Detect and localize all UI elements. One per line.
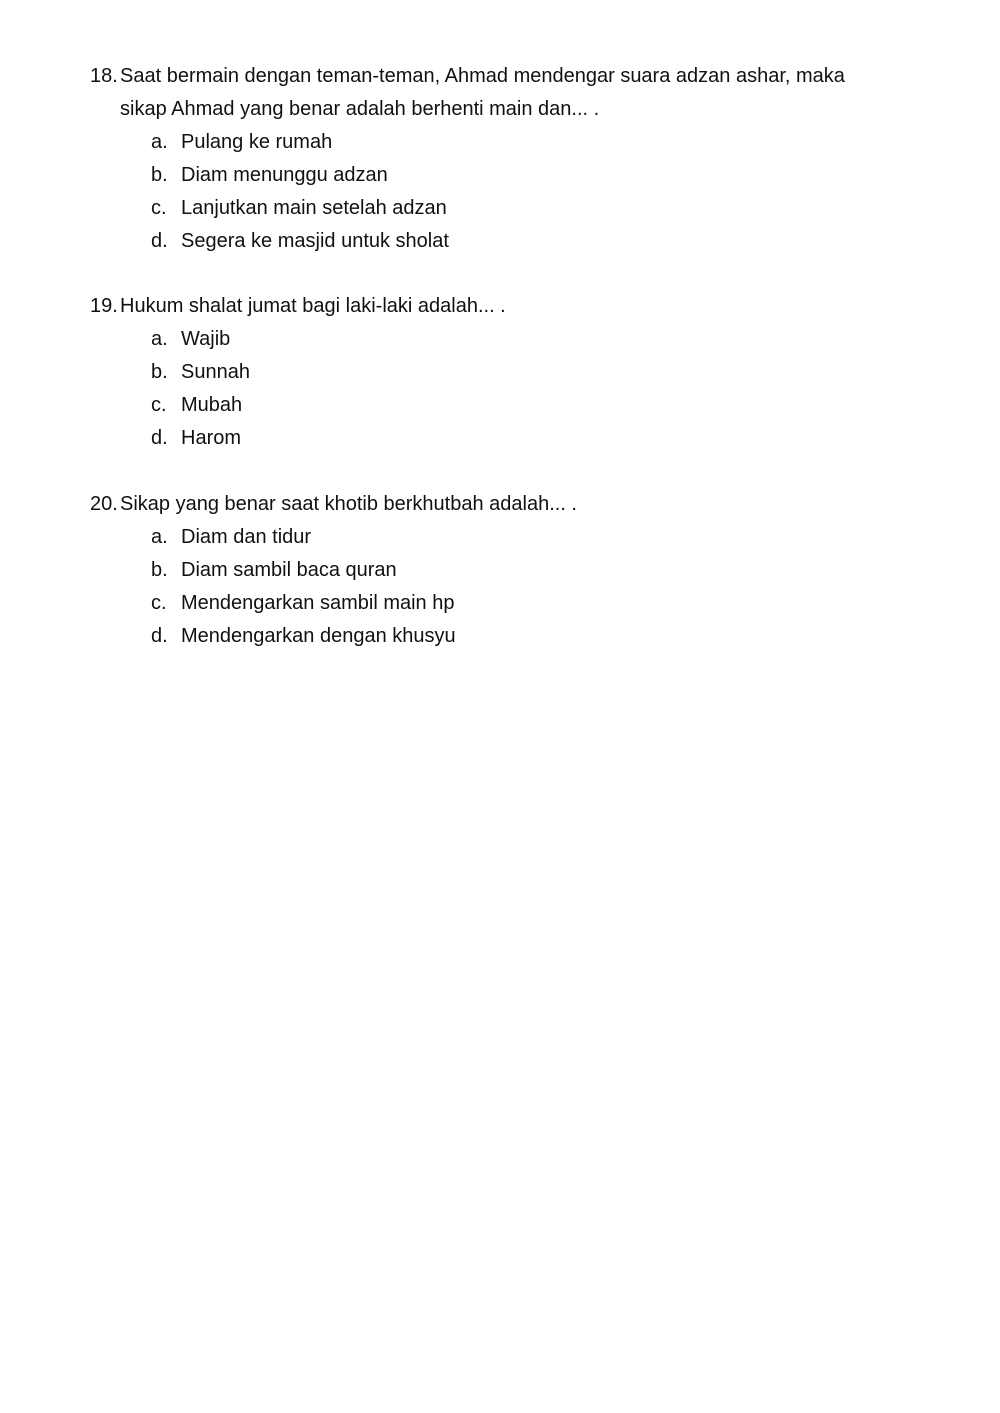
option-letter: a. bbox=[151, 526, 168, 548]
question-line: Saat bermain dengan teman-teman, Ahmad mendengar suara adzan ashar, maka bbox=[120, 65, 845, 87]
option-c[interactable] bbox=[151, 587, 920, 620]
option-list bbox=[90, 521, 920, 653]
option-d[interactable] bbox=[151, 225, 920, 258]
option-text: Mendengarkan dengan khusyu bbox=[181, 625, 456, 647]
option-text: Harom bbox=[181, 427, 242, 449]
option-text: Lanjutkan main setelah adzan bbox=[181, 197, 447, 219]
option-text: Wajib bbox=[181, 328, 231, 350]
option-letter: c. bbox=[151, 592, 167, 614]
option-text: Diam dan tidur bbox=[181, 526, 312, 548]
question-number: 20. bbox=[90, 493, 118, 515]
option-c[interactable] bbox=[151, 389, 920, 422]
option-letter: a. bbox=[151, 328, 168, 350]
option-list bbox=[90, 323, 920, 455]
option-text: Sunnah bbox=[181, 361, 250, 383]
option-text: Diam sambil baca quran bbox=[181, 559, 397, 581]
option-c[interactable] bbox=[151, 192, 920, 225]
question-text bbox=[90, 488, 920, 521]
option-letter: c. bbox=[151, 197, 167, 219]
option-letter: d. bbox=[151, 625, 168, 647]
question-20 bbox=[90, 488, 920, 653]
option-d[interactable] bbox=[151, 620, 920, 653]
option-letter: b. bbox=[151, 559, 168, 581]
option-a[interactable] bbox=[151, 521, 920, 554]
option-text: Segera ke masjid untuk sholat bbox=[181, 230, 449, 252]
option-a[interactable] bbox=[151, 323, 920, 356]
question-text bbox=[90, 290, 920, 323]
question-text bbox=[90, 60, 920, 93]
option-letter: d. bbox=[151, 427, 168, 449]
option-text: Mubah bbox=[181, 394, 243, 416]
option-b[interactable] bbox=[151, 159, 920, 192]
option-letter: b. bbox=[151, 361, 168, 383]
option-a[interactable] bbox=[151, 126, 920, 159]
option-text: Diam menunggu adzan bbox=[181, 164, 388, 186]
question-number: 19. bbox=[90, 295, 118, 317]
option-letter: d. bbox=[151, 230, 168, 252]
option-letter: b. bbox=[151, 164, 168, 186]
question-line-continued: sikap Ahmad yang benar adalah berhenti main dan... . bbox=[120, 98, 600, 120]
option-b[interactable] bbox=[151, 554, 920, 587]
option-b[interactable] bbox=[151, 356, 920, 389]
option-text: Pulang ke rumah bbox=[181, 131, 333, 153]
question-19 bbox=[90, 290, 920, 455]
question-line: Hukum shalat jumat bagi laki-laki adalah... . bbox=[120, 295, 506, 317]
option-list bbox=[90, 126, 920, 258]
option-letter: a. bbox=[151, 131, 168, 153]
question-number: 18. bbox=[90, 65, 118, 87]
question-line: Sikap yang benar saat khotib berkhutbah adalah... . bbox=[120, 493, 577, 515]
option-d[interactable] bbox=[151, 422, 920, 455]
option-text: Mendengarkan sambil main hp bbox=[181, 592, 455, 614]
option-letter: c. bbox=[151, 394, 167, 416]
question-18 bbox=[90, 60, 920, 258]
